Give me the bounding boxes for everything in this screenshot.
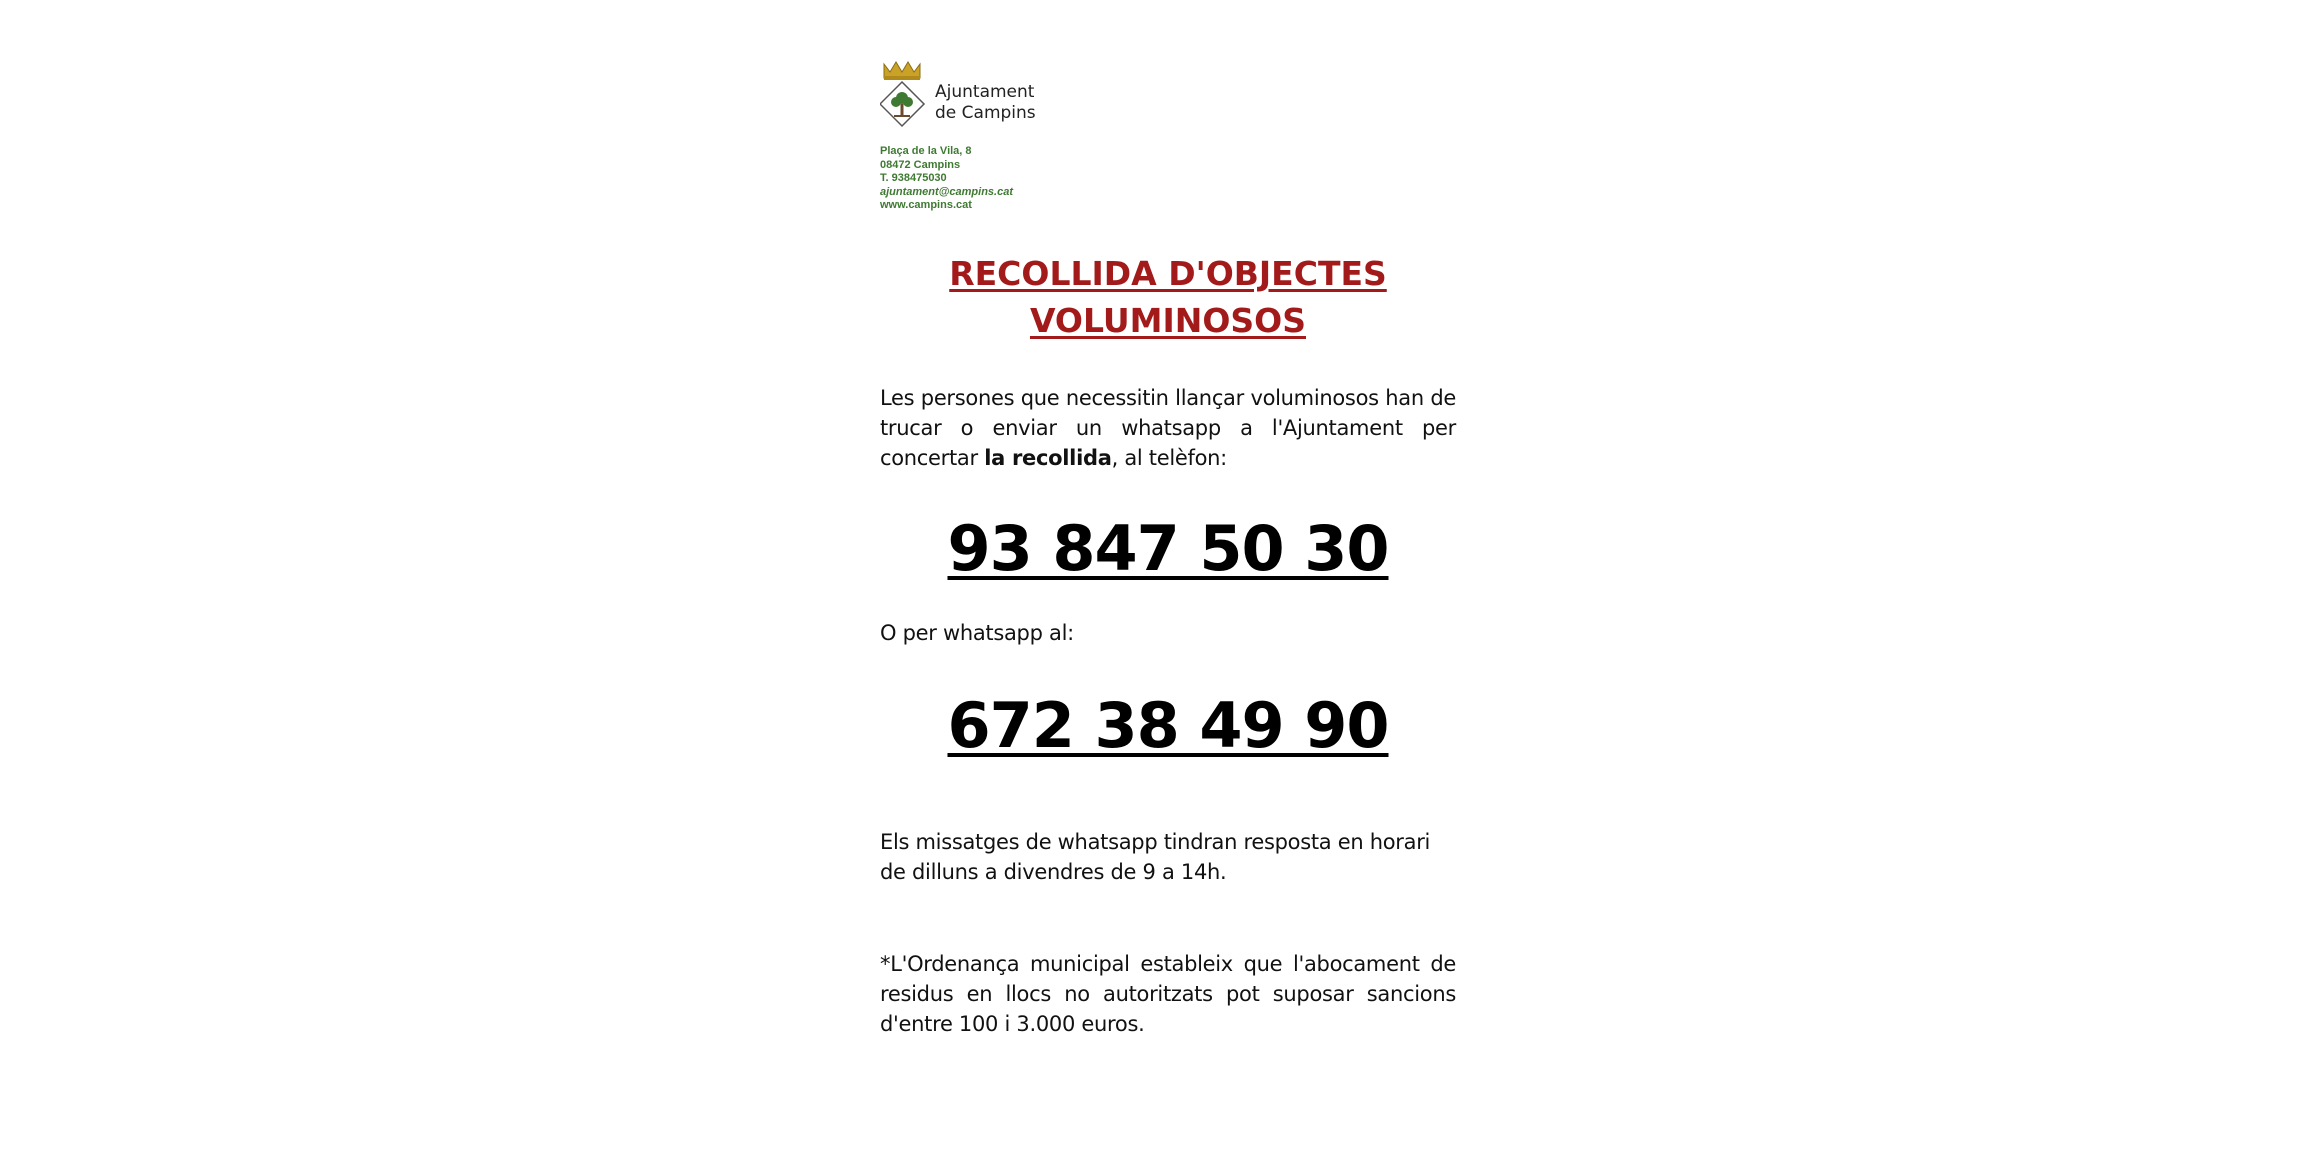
address-phone: T. 938475030 bbox=[880, 172, 947, 184]
municipal-logo bbox=[880, 60, 1080, 132]
title-line1: RECOLLIDA D'OBJECTES bbox=[949, 254, 1387, 293]
logo-name-line1: Ajuntament bbox=[935, 82, 1035, 102]
intro-text-after: , al telèfon: bbox=[1111, 446, 1227, 470]
logo-name-line2: de Campins bbox=[935, 103, 1036, 123]
address-postcode: 08472 Campins bbox=[880, 158, 961, 171]
campins-coat-of-arms-icon bbox=[880, 60, 930, 132]
hours-note: Els missatges de whatsapp tindran resposta en horari de dilluns a divendres de 9 a 14h. bbox=[880, 830, 1431, 884]
address-block bbox=[880, 145, 1013, 213]
intro-text-before: Les persones que necessitin llançar voluminosos han de trucar o enviar un whatsapp a l'Ajuntament per concertar bbox=[880, 386, 1456, 470]
address-web[interactable]: www.campins.cat bbox=[880, 199, 972, 211]
title-line2: VOLUMINOSOS bbox=[1029, 301, 1307, 340]
address-street: Plaça de la Vila, 8 bbox=[880, 145, 972, 157]
whatsapp-label: O per whatsapp al: bbox=[880, 621, 1074, 645]
page-title bbox=[880, 250, 1456, 344]
intro-paragraph bbox=[880, 383, 1456, 473]
address-email[interactable]: ajuntament@campins.cat bbox=[880, 185, 1013, 198]
logo-text bbox=[935, 82, 1036, 124]
document-page bbox=[880, 0, 1456, 1152]
intro-bold-text: la recollida bbox=[984, 446, 1112, 470]
main-phone-number[interactable]: 93 847 50 30 bbox=[947, 512, 1389, 585]
whatsapp-phone-number[interactable]: 672 38 49 90 bbox=[947, 689, 1389, 762]
ordinance-note: *L'Ordenança municipal estableix que l'abocament de residus en llocs no autoritzats pot suposar sancions d'entre 100 i 3.000 euros. bbox=[880, 952, 1456, 1036]
